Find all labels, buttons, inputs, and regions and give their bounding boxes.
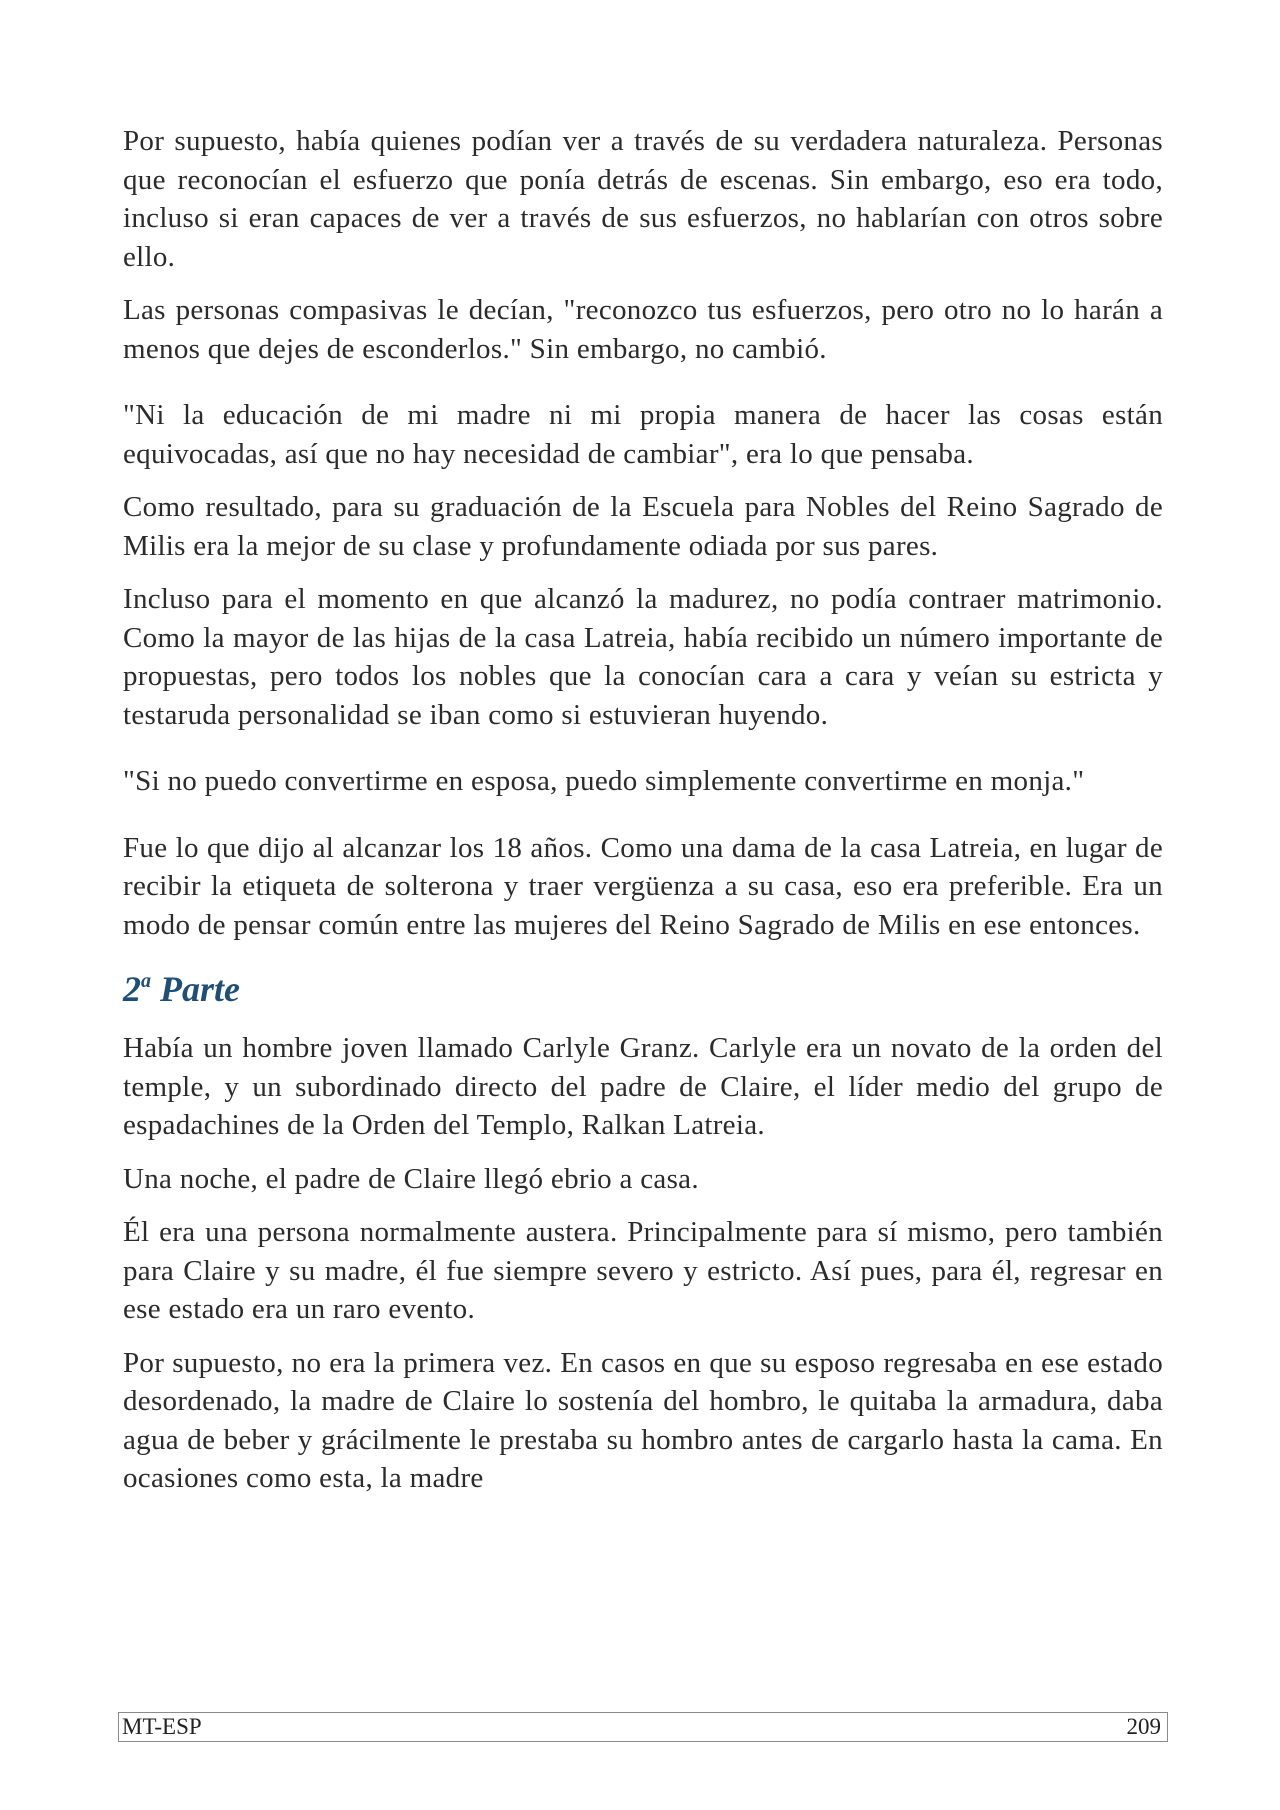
page-footer: [118, 1712, 1168, 1742]
heading-text: Parte: [151, 969, 240, 1009]
paragraph-5: Incluso para el momento en que alcanzó la madurez, no podía contraer matrimonio. Como la mayor de las hijas de la casa Latreia, había recibido un número importante de propuestas, pero todos los nobles que la conocían cara a cara y veían su estricta y testaruda personalidad se iban como si estuvieran huyendo.: [123, 583, 1163, 731]
page-number: 209: [1126, 1714, 1161, 1739]
paragraph-1: Por supuesto, había quienes podían ver a través de su verdadera naturaleza. Personas que reconocían el esfuerzo que ponía detrás de escenas. Sin embargo, eso era todo, incluso si eran capaces de ver a través de sus esfuerzos, no hablarían con otros sobre ello.: [123, 125, 1163, 273]
paragraph-2: Las personas compasivas le decían, "reconozco tus esfuerzos, pero otro no lo harán a menos que dejes de esconderlos." Sin embargo, no cambió.: [123, 294, 1163, 365]
section-heading: [123, 959, 1163, 1011]
paragraph-7: Fue lo que dijo al alcanzar los 18 años. Como una dama de la casa Latreia, en lugar de recibir la etiqueta de solterona y traer vergüenza a su casa, eso era preferible. Era un modo de pensar común entre las mujeres del Reino Sagrado de Milis en ese entonces.: [123, 831, 1163, 941]
paragraph-11: Por supuesto, no era la primera vez. En casos en que su esposo regresaba en ese estado desordenado, la madre de Claire lo sostenía del hombro, le quitaba la armadura, daba agua de beber y grácilmente le prestaba su hombro antes de cargarlo hasta la cama. En ocasiones como esta, la madre: [123, 1346, 1163, 1494]
footer-label: MT-ESP: [122, 1714, 202, 1739]
paragraph-10: Él era una persona normalmente austera. Principalmente para sí mismo, pero también para Claire y su madre, él fue siempre severo y estricto. Así pues, para él, regresar en ese estado era un raro evento.: [123, 1216, 1163, 1325]
paragraph-8: Había un hombre joven llamado Carlyle Granz. Carlyle era un novato de la orden del temple, y un subordinado directo del padre de Claire, el líder medio del grupo de espadachines de la Orden del Templo, Ralkan Latreia.: [123, 1032, 1163, 1141]
paragraph-3: "Ni la educación de mi madre ni mi propia manera de hacer las cosas están equivocadas, así que no hay necesidad de cambiar", era lo que pensaba.: [123, 399, 1163, 470]
paragraph-6: "Si no puedo convertirme en esposa, puedo simplemente convertirme en monja.": [123, 765, 1085, 797]
body-text: [123, 122, 1163, 1513]
heading-ordinal: a: [141, 970, 151, 992]
heading-number: 2: [123, 969, 141, 1009]
paragraph-4: Como resultado, para su graduación de la Escuela para Nobles del Reino Sagrado de Milis era la mejor de su clase y profundamente odiada por sus pares.: [123, 491, 1163, 562]
paragraph-9: Una noche, el padre de Claire llegó ebrio a casa.: [123, 1162, 699, 1195]
